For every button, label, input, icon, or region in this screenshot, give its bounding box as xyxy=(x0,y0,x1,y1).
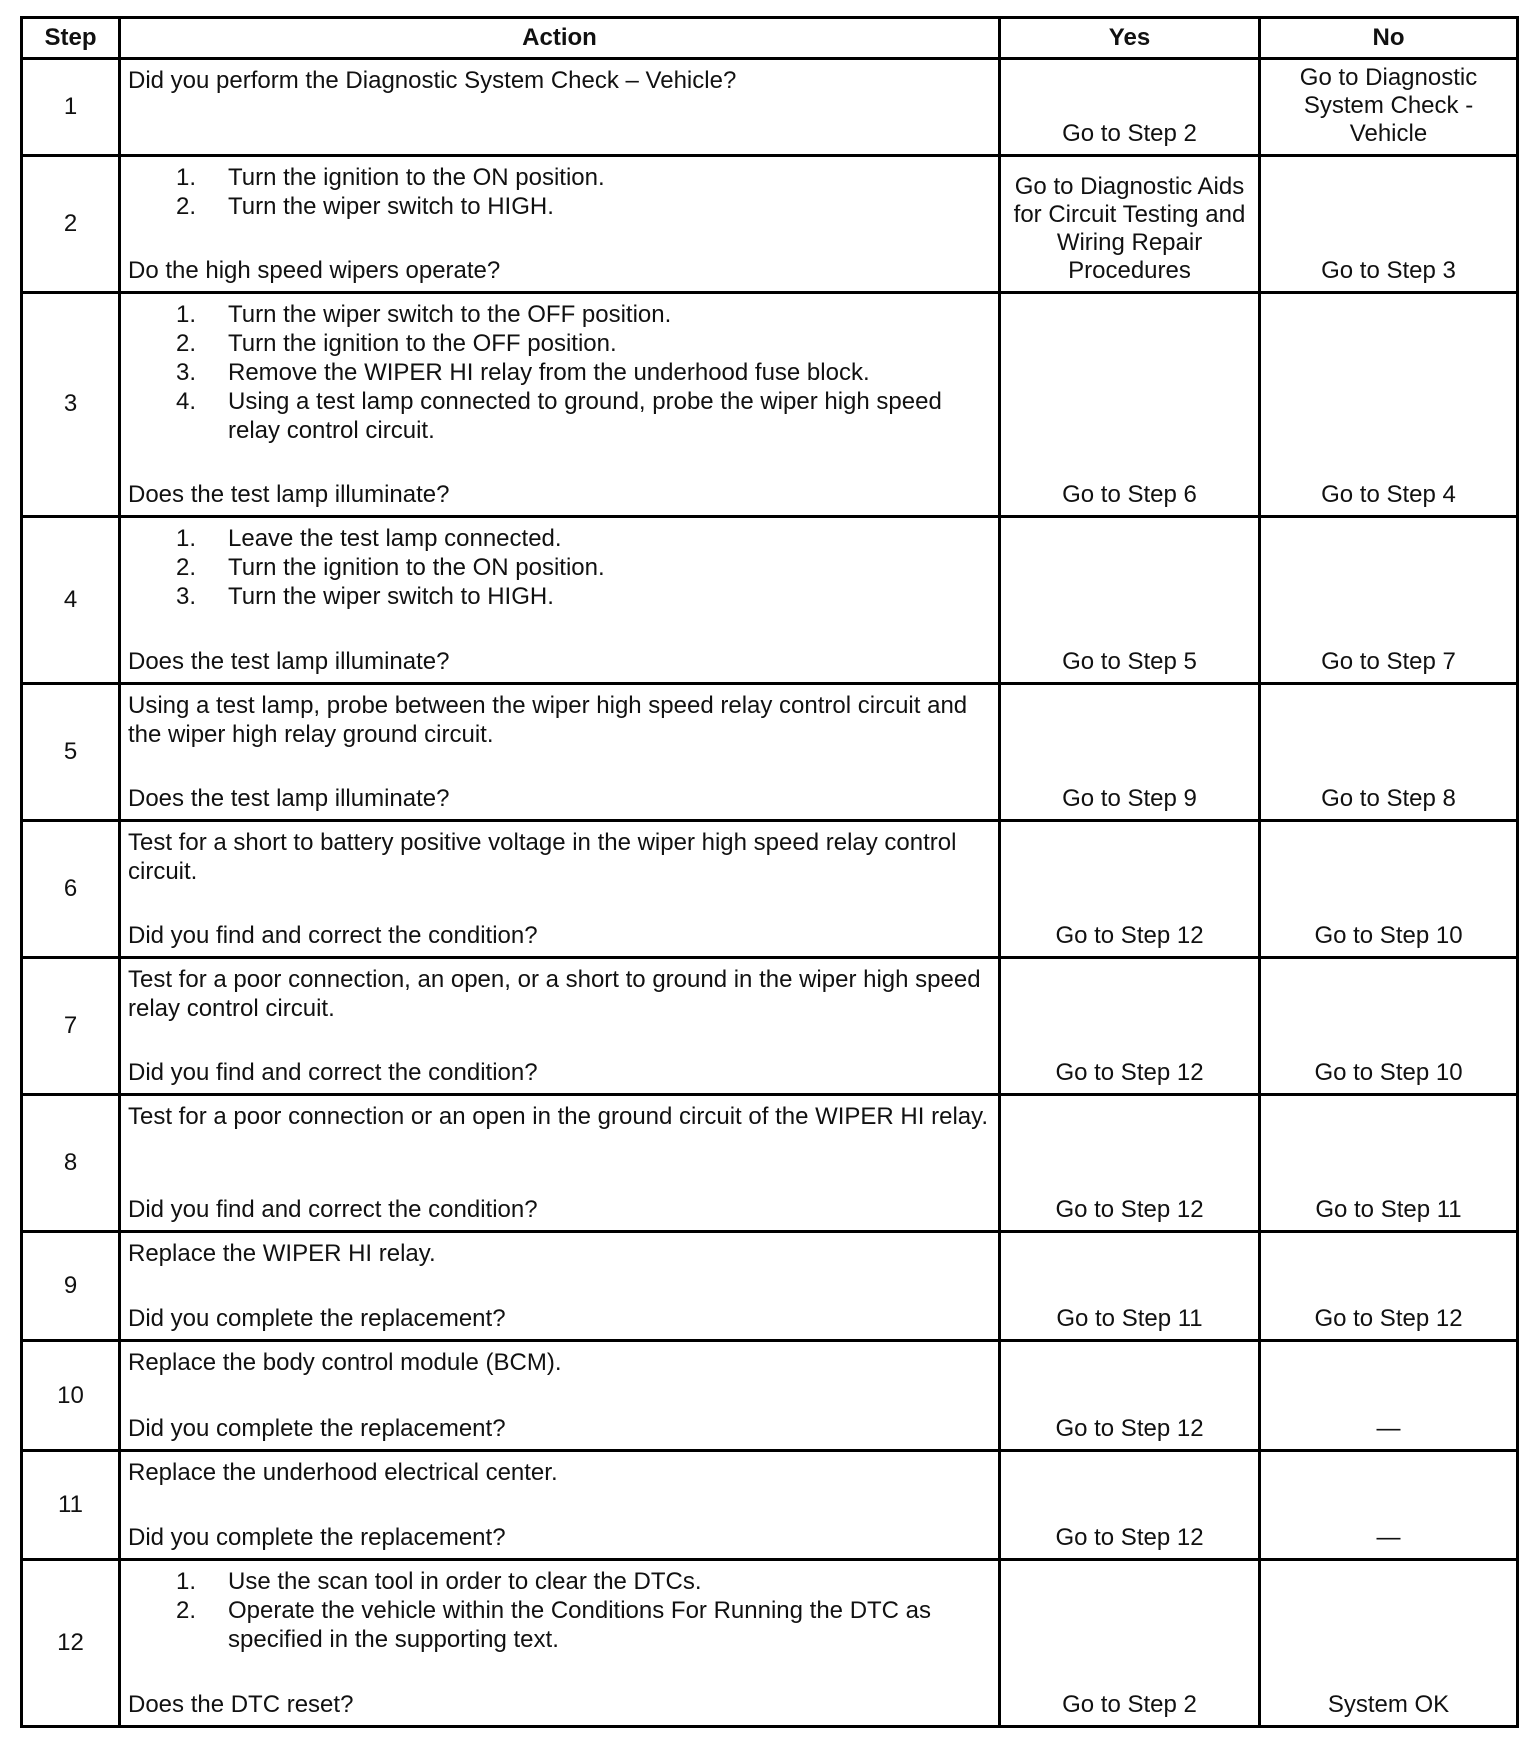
table-row xyxy=(22,1450,1518,1559)
instruction-item xyxy=(128,524,992,553)
yes-outcome: Go to Step 12 xyxy=(1000,1450,1260,1559)
instruction-list xyxy=(128,1567,992,1654)
instruction-number: 2. xyxy=(176,1596,197,1624)
instruction-number: 1. xyxy=(176,164,197,192)
table-row xyxy=(22,820,1518,957)
action-text: Test for a poor connection, an open, or a short to ground in the wiper high speed relay control circuit. xyxy=(128,966,981,1023)
step-number: 8 xyxy=(22,1095,120,1232)
instruction-text: Remove the WIPER HI relay from the underhood fuse block. xyxy=(228,359,870,387)
action-cell xyxy=(120,59,1000,156)
table-row xyxy=(22,1341,1518,1450)
no-outcome: Go to Step 7 xyxy=(1260,516,1518,683)
instruction-text: Turn the wiper switch to HIGH. xyxy=(228,582,554,610)
yes-outcome: Go to Step 11 xyxy=(1000,1232,1260,1341)
action-question: Did you complete the replacement? xyxy=(128,1414,506,1442)
header-row xyxy=(22,18,1518,59)
action-cell xyxy=(120,516,1000,683)
header-action: Action xyxy=(120,18,1000,59)
step-number: 9 xyxy=(22,1232,120,1341)
table-body xyxy=(22,59,1518,1727)
instruction-text: Turn the wiper switch to the OFF position. xyxy=(228,301,672,329)
instruction-item xyxy=(128,553,992,582)
instruction-text: Leave the test lamp connected. xyxy=(228,524,562,552)
action-text: Replace the underhood electrical center. xyxy=(128,1458,558,1486)
action-cell xyxy=(120,820,1000,957)
yes-outcome: Go to Step 12 xyxy=(1000,820,1260,957)
instruction-number: 2. xyxy=(176,193,197,221)
step-number: 5 xyxy=(22,683,120,820)
header-no: No xyxy=(1260,18,1518,59)
action-question: Did you find and correct the condition? xyxy=(128,1059,538,1087)
instruction-text: Turn the wiper switch to HIGH. xyxy=(228,193,554,221)
yes-outcome: Go to Step 2 xyxy=(1000,1559,1260,1726)
yes-outcome: Go to Step 12 xyxy=(1000,1341,1260,1450)
instruction-item xyxy=(128,1596,992,1654)
action-text: Did you perform the Diagnostic System Check – Vehicle? xyxy=(128,67,737,94)
table-row xyxy=(22,1559,1518,1726)
action-cell xyxy=(120,293,1000,516)
step-number: 3 xyxy=(22,293,120,516)
no-outcome: Go to Step 3 xyxy=(1260,156,1518,293)
no-outcome: Go to Step 10 xyxy=(1260,820,1518,957)
action-cell xyxy=(120,156,1000,293)
action-question: Does the test lamp illuminate? xyxy=(128,784,450,812)
instruction-item xyxy=(128,582,992,611)
step-number: 12 xyxy=(22,1559,120,1726)
table-row xyxy=(22,1095,1518,1232)
action-question: Do the high speed wipers operate? xyxy=(128,257,501,285)
action-cell xyxy=(120,1232,1000,1341)
action-cell xyxy=(120,958,1000,1095)
instruction-number: 2. xyxy=(176,330,197,358)
action-text: Using a test lamp, probe between the wiper high speed relay control circuit and the wiper high relay ground circuit. xyxy=(128,691,968,748)
no-outcome: — xyxy=(1260,1341,1518,1450)
yes-outcome: Go to Step 12 xyxy=(1000,1095,1260,1232)
action-text: Test for a poor connection or an open in the ground circuit of the WIPER HI relay. xyxy=(128,1103,989,1131)
instruction-text: Use the scan tool in order to clear the DTCs. xyxy=(228,1567,702,1595)
table-row xyxy=(22,516,1518,683)
table-row xyxy=(22,59,1518,156)
yes-outcome: Go to Step 9 xyxy=(1000,683,1260,820)
no-outcome: System OK xyxy=(1260,1559,1518,1726)
no-outcome: Go to Diagnostic System Check - Vehicle xyxy=(1260,59,1518,156)
table-row xyxy=(22,958,1518,1095)
table-row xyxy=(22,683,1518,820)
yes-outcome: Go to Step 6 xyxy=(1000,293,1260,516)
instruction-list xyxy=(128,163,992,221)
instruction-item xyxy=(128,300,992,329)
no-outcome: Go to Step 10 xyxy=(1260,958,1518,1095)
no-outcome: Go to Step 11 xyxy=(1260,1095,1518,1232)
instruction-item xyxy=(128,358,992,387)
step-number: 4 xyxy=(22,516,120,683)
table-row xyxy=(22,156,1518,293)
instruction-item xyxy=(128,192,992,221)
table-row xyxy=(22,1232,1518,1341)
instruction-text: Turn the ignition to the OFF position. xyxy=(228,330,617,358)
action-cell xyxy=(120,1559,1000,1726)
header-step: Step xyxy=(22,18,120,59)
instruction-number: 1. xyxy=(176,1567,197,1595)
instruction-item xyxy=(128,387,992,445)
instruction-text: Turn the ignition to the ON position. xyxy=(228,553,605,581)
table-row xyxy=(22,293,1518,516)
action-cell xyxy=(120,1095,1000,1232)
action-question: Does the DTC reset? xyxy=(128,1691,354,1718)
yes-outcome: Go to Step 5 xyxy=(1000,516,1260,683)
action-question: Did you complete the replacement? xyxy=(128,1523,506,1551)
step-number: 2 xyxy=(22,156,120,293)
step-number: 11 xyxy=(22,1450,120,1559)
instruction-text: Operate the vehicle within the Conditions For Running the DTC as specified in the supporting text. xyxy=(228,1596,932,1653)
step-number: 10 xyxy=(22,1341,120,1450)
instruction-text: Turn the ignition to the ON position. xyxy=(228,164,605,192)
no-outcome: — xyxy=(1260,1450,1518,1559)
action-cell xyxy=(120,1341,1000,1450)
action-question: Does the test lamp illuminate? xyxy=(128,647,450,675)
step-number: 6 xyxy=(22,820,120,957)
yes-outcome: Go to Step 12 xyxy=(1000,958,1260,1095)
action-cell xyxy=(120,1450,1000,1559)
diagnostic-table xyxy=(20,16,1519,1728)
action-text: Replace the body control module (BCM). xyxy=(128,1349,562,1377)
step-number: 7 xyxy=(22,958,120,1095)
action-text: Replace the WIPER HI relay. xyxy=(128,1240,436,1268)
instruction-number: 3. xyxy=(176,582,197,610)
action-question: Does the test lamp illuminate? xyxy=(128,480,450,508)
step-number: 1 xyxy=(22,59,120,156)
no-outcome: Go to Step 8 xyxy=(1260,683,1518,820)
instruction-number: 1. xyxy=(176,301,197,329)
instruction-item xyxy=(128,329,992,358)
instruction-number: 4. xyxy=(176,388,197,416)
action-question: Did you find and correct the condition? xyxy=(128,922,538,950)
instruction-number: 1. xyxy=(176,524,197,552)
header-yes: Yes xyxy=(1000,18,1260,59)
yes-outcome: Go to Diagnostic Aids for Circuit Testing and Wiring Repair Procedures xyxy=(1000,156,1260,293)
instruction-text: Using a test lamp connected to ground, probe the wiper high speed relay control circuit. xyxy=(228,388,942,445)
yes-outcome: Go to Step 2 xyxy=(1000,59,1260,156)
instruction-number: 3. xyxy=(176,359,197,387)
instruction-list xyxy=(128,300,992,445)
instruction-item xyxy=(128,163,992,192)
action-text: Test for a short to battery positive voltage in the wiper high speed relay control circuit. xyxy=(128,828,957,885)
instruction-list xyxy=(128,524,992,611)
no-outcome: Go to Step 12 xyxy=(1260,1232,1518,1341)
instruction-number: 2. xyxy=(176,553,197,581)
action-cell xyxy=(120,683,1000,820)
instruction-item xyxy=(128,1567,992,1596)
no-outcome: Go to Step 4 xyxy=(1260,293,1518,516)
action-question: Did you complete the replacement? xyxy=(128,1305,506,1333)
action-question: Did you find and correct the condition? xyxy=(128,1196,538,1224)
